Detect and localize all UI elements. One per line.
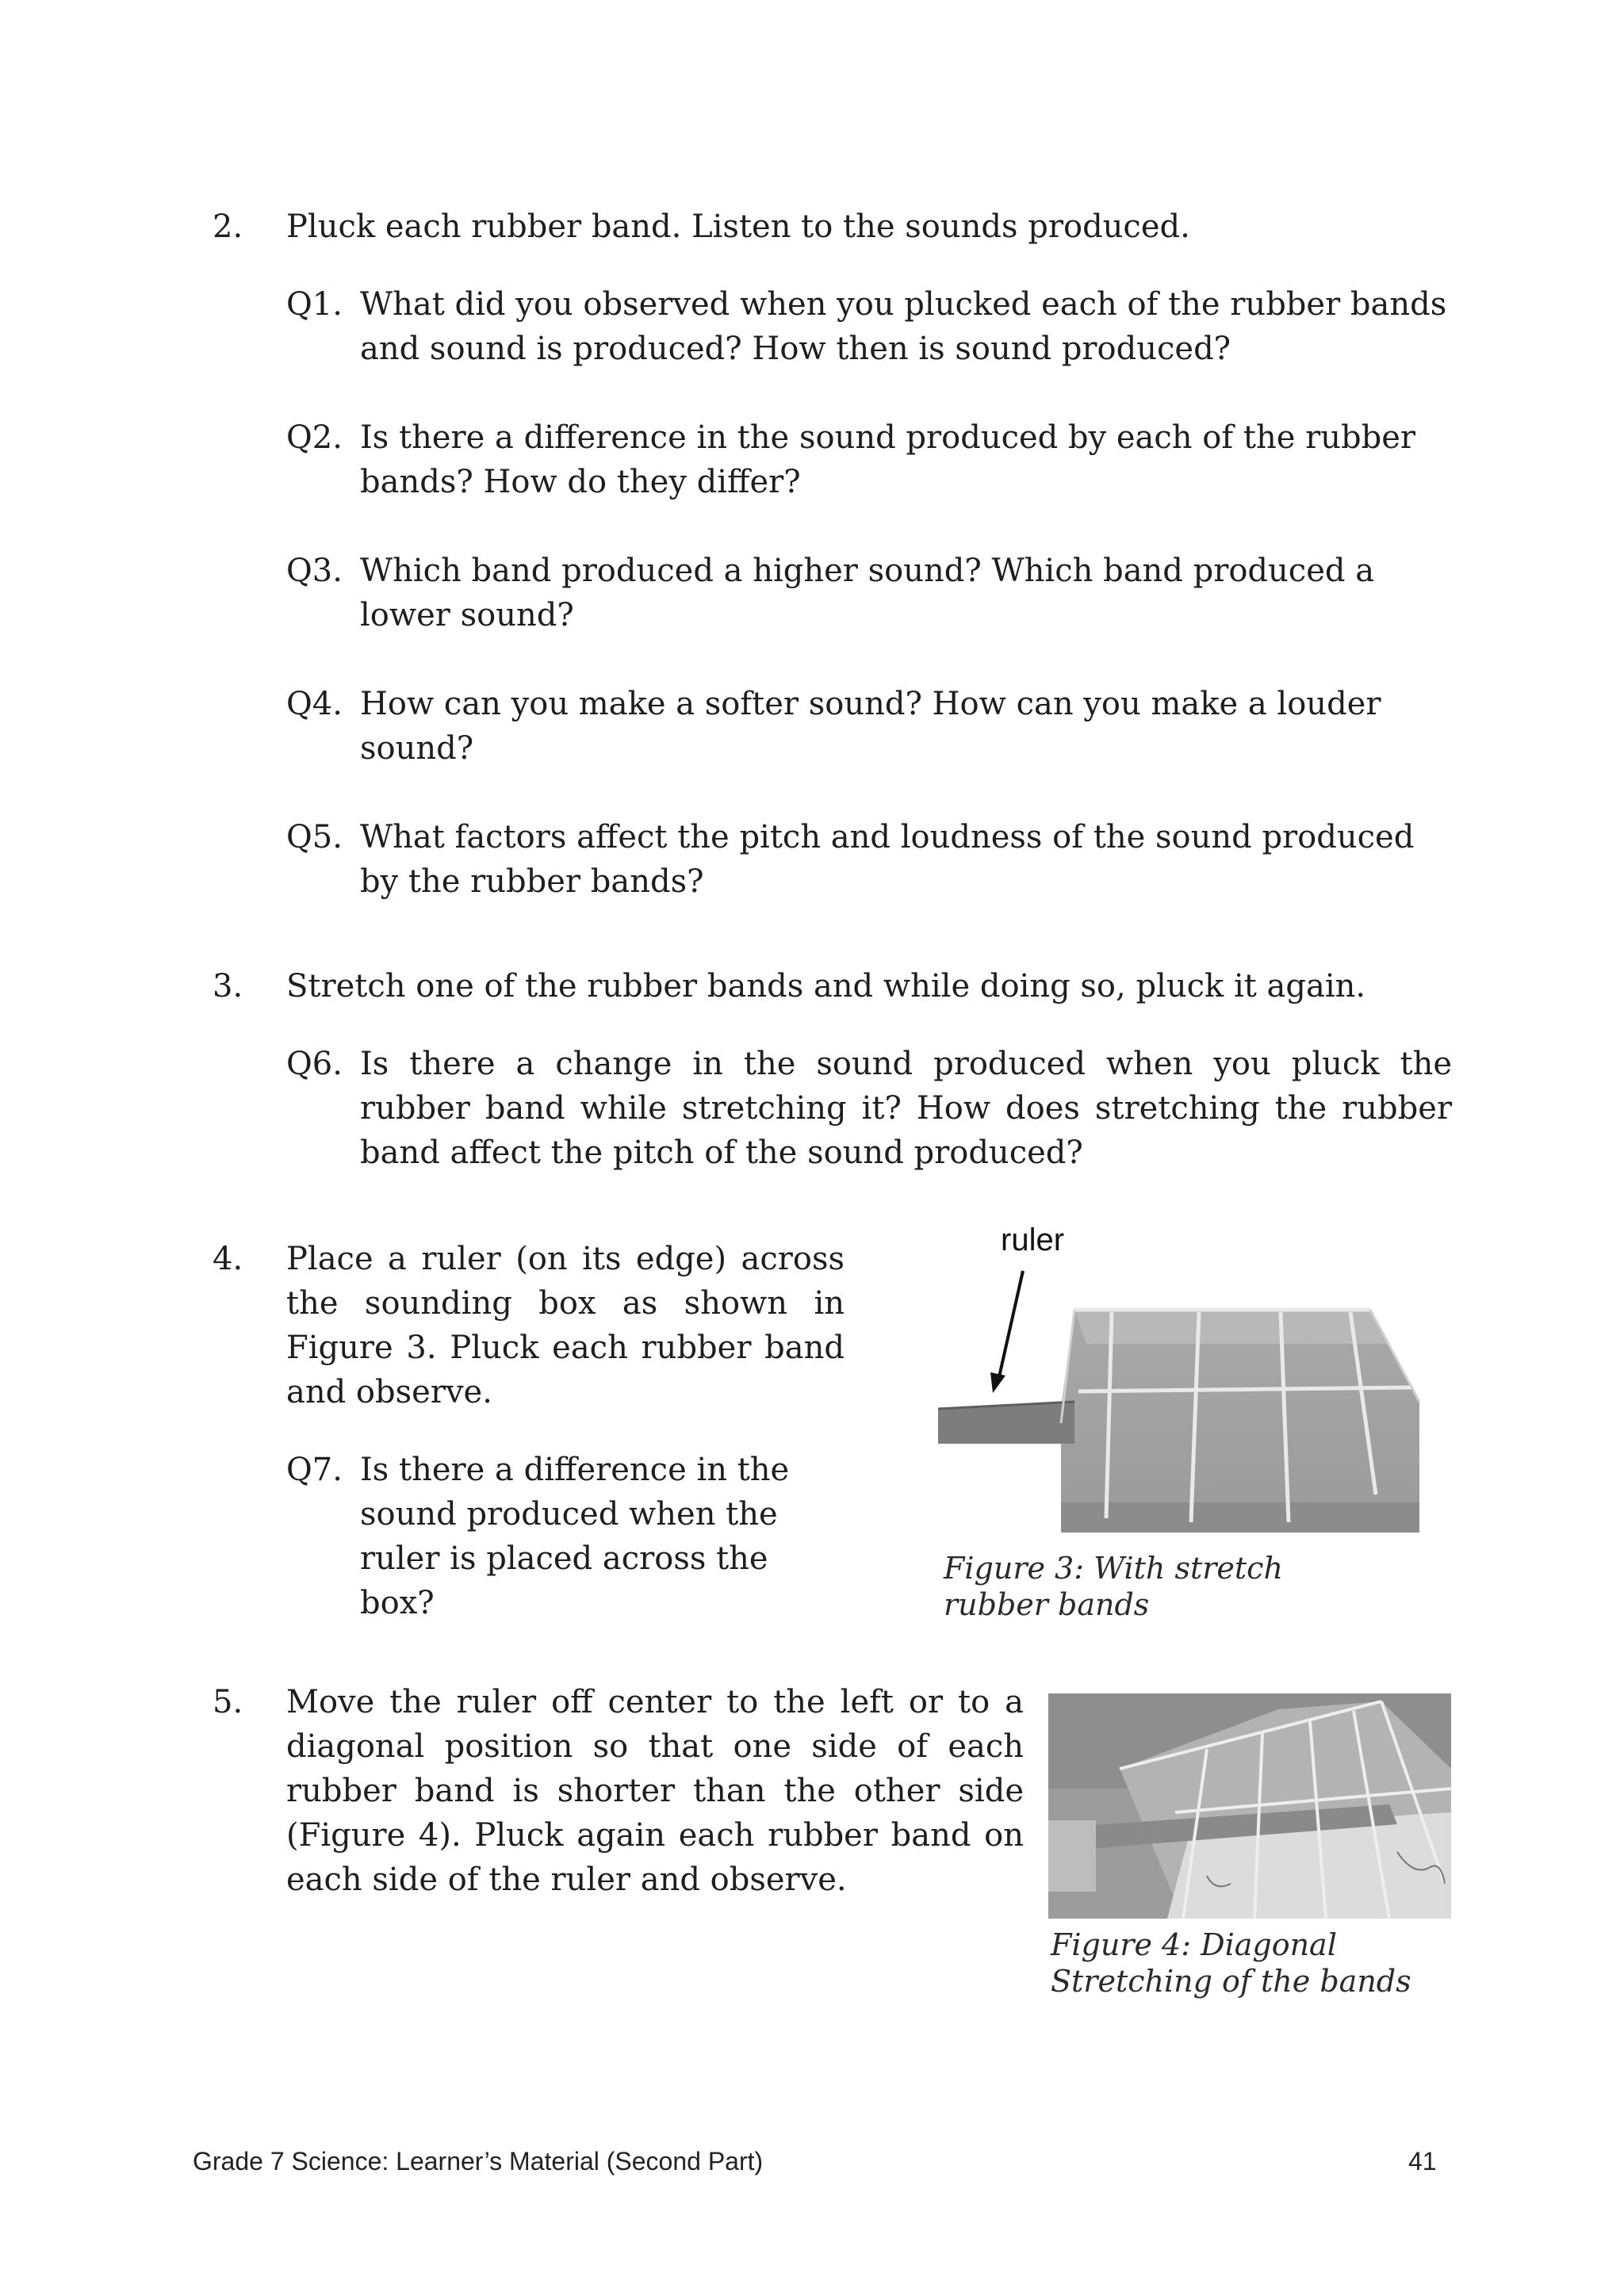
question-text: Is there a difference in the sound produced by each of the rubber bands? How do they differ? [360,419,1415,500]
question [286,1042,1452,1175]
question-label: Q2. [286,419,343,456]
question-text: Which band produced a higher sound? Which band produced a lower sound? [360,553,1375,633]
step-number: 5. [213,1684,243,1720]
figure-3-photo [936,1265,1427,1538]
question-label: Q7. [286,1452,343,1488]
step-text: Stretch one of the rubber bands and while doing so, pluck it again. [286,968,1366,1004]
step-text: Place a ruler (on its edge) across the sounding box as shown in Figure 3. Pluck each rubber band and observe. [286,1241,845,1410]
figure-3-caption: Figure 3: With stretch rubber bands [944,1551,1283,1622]
question-text: Is there a change in the sound produced when you pluck the rubber band while stretching it? How does stretching the rubber band affect the pitch of the sound produced? [360,1046,1452,1171]
question-label: Q5. [286,819,343,855]
ruler-annotation: ruler [1001,1223,1065,1257]
question [286,282,1452,371]
question-text: What factors affect the pitch and loudness of the sound produced by the rubber bands? [360,819,1415,900]
question-text: What did you observed when you plucked each of the rubber bands and sound is produced? How then is sound produced? [360,286,1447,367]
page-number: 41 [1408,2147,1437,2175]
question-text: Is there a difference in the sound produced when the ruler is placed across the box? [360,1452,790,1621]
step-number: 2. [213,209,243,245]
question-label: Q3. [286,553,343,589]
question [286,815,1436,904]
figure-4-caption: Figure 4: Diagonal Stretching of the bands [1051,1927,1411,1999]
footer-title: Grade 7 Science: Learner’s Material (Second Part) [193,2147,764,2175]
step-text: Pluck each rubber band. Listen to the sounds produced. [286,209,1190,245]
question-label: Q1. [286,286,343,323]
figure-4-photo [1048,1693,1451,1919]
question-label: Q4. [286,686,343,722]
step-text: Move the ruler off center to the left or to a diagonal position so that one side of each rubber band is shorter than the other side (Figure 4). Pluck again each rubber band on each side of the ruler and observe. [286,1684,1024,1898]
question-text: How can you make a softer sound? How can you make a louder sound? [360,686,1381,767]
question-label: Q6. [286,1046,343,1082]
question [286,415,1428,504]
question [286,549,1412,637]
step-number: 4. [213,1241,243,1277]
step-number: 3. [213,968,243,1004]
question [286,1448,802,1625]
question [286,682,1412,771]
